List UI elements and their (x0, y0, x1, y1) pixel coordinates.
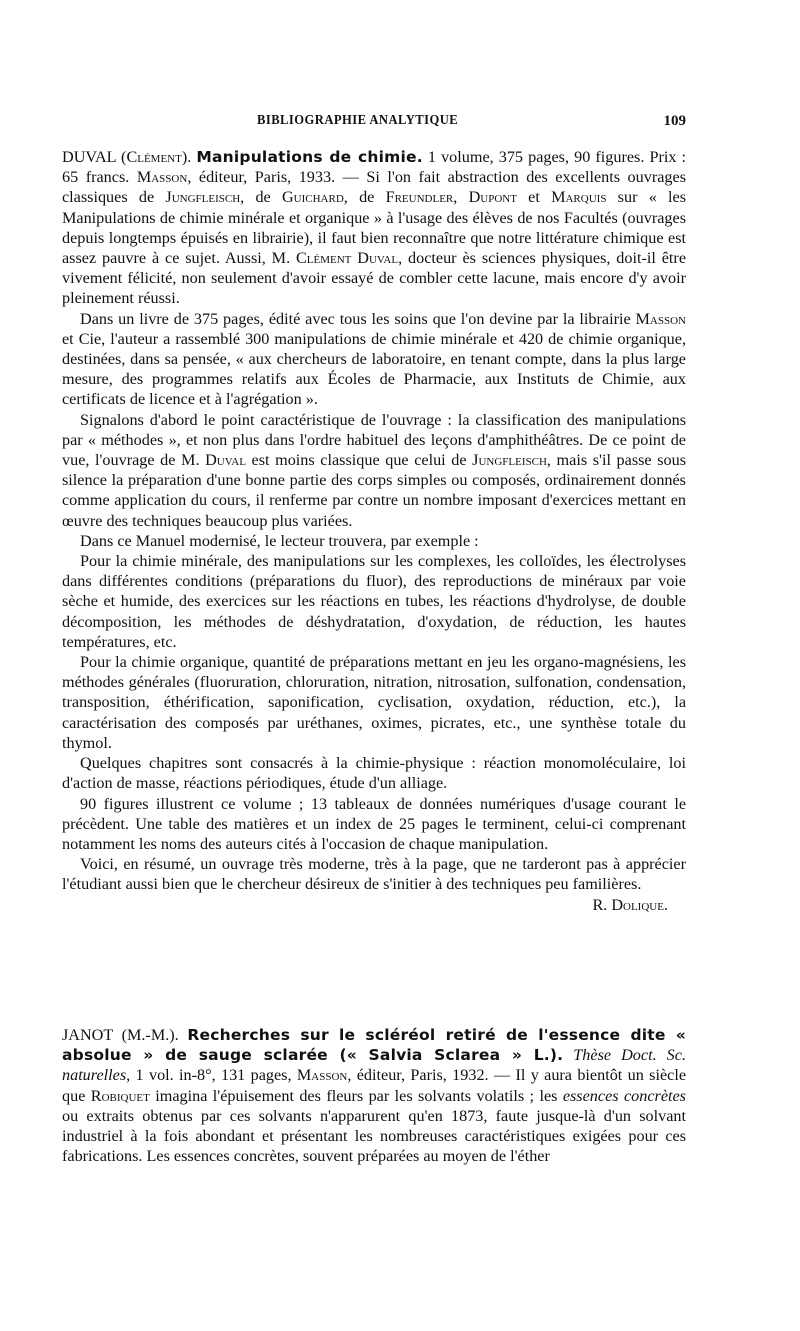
review-author-firstname: Clément (126, 148, 182, 166)
review-duval (62, 147, 686, 915)
cited-name: Marquis (551, 188, 607, 207)
review-paragraph: Dans ce Manuel modernisé, le lecteur trouvera, par exemple : (80, 531, 479, 550)
review-paragraph: Quelques chapitres sont consacrés à la chimie-physique : réaction monomoléculaire, loi d'action de masse, réactions périodiques, étude d'un alliage. (62, 754, 686, 793)
cited-name: Clément Duval (296, 249, 399, 268)
review-janot (62, 1025, 686, 1166)
cited-name: Robiquet (90, 1086, 150, 1105)
cited-name: Guichard (281, 188, 344, 207)
cited-name: Freundler (385, 188, 454, 207)
review-paragraph: Pour la chimie organique, quantité de préparations mettant en jeu les organo-magnésiens, les méthodes générales (fluoruration, chloruration, nitration, nitrosation, sulfonation, condensation, transposition, éthérification, saponification, cyclisation, oxydation, réduction, etc.), la caractérisation des composés par uréthanes, oximes, picrates, etc., une synthèse totale du thymol. (62, 653, 686, 752)
running-head (62, 113, 686, 135)
publisher-name: Masson (635, 309, 686, 328)
thesis-label: Thèse Doct. Sc. naturelles, (62, 1046, 686, 1085)
review-title: Manipulations de chimie. (196, 148, 423, 166)
publisher-name: Masson (296, 1066, 348, 1085)
cited-name: Duval (205, 451, 246, 470)
review-author: DUVAL ( (62, 148, 127, 166)
publisher-name: Masson (136, 168, 188, 187)
page-number: 109 (663, 113, 686, 129)
review-paragraph: Signalons d'abord le point caractéristique de l'ouvrage : la classification des manipulations par « méthodes », et non plus dans l'ordre habituel des leçons d'amphithéâtres. De ce point de vue, l'ouvrage de M. Duval est moins classique que celui de Jungfleisch, mais s'il passe sous silence la préparation d'une bonne partie des corps simples ou composés, ordinairement donnés comme application du cours, il renferme par contre un nombre imposant d'exercices mettant en œuvre des techniques beaucoup plus variées. (62, 410, 686, 530)
cited-name: Jungfleisch (472, 451, 547, 470)
running-head-title: BIBLIOGRAPHIE ANALYTIQUE (257, 113, 459, 128)
review-author: JANOT (M.-M.). (62, 1026, 179, 1044)
cited-name: Dupont (468, 188, 517, 207)
italic-term: essences concrètes (562, 1086, 686, 1105)
reviewer-signature: R. Dolique. (592, 895, 668, 914)
review-paragraph: DUVAL (Clément). Manipulations de chimie. 1 volume, 375 pages, 90 figures. Prix : 65 francs. Masson, éditeur, Paris, 1933. — Si l'on fait abstraction des excellents ouvrages classiques de Jungfleisch, de Guichard, de Freundler, Dupont et Marquis sur « les Manipulations de chimie minérale et organique » à l'usage des élèves de nos Facultés (ouvrages depuis longtemps épuisés en librairie), il faut bien reconnaître que notre littérature chimique est assez pauvre à ce sujet. Aussi, M. Clément Duval, docteur ès sciences physiques, doit-il être vivement félicité, non seulement d'avoir essayé de combler cette lacune, mais encore d'y avoir pleinement réussi. (62, 148, 687, 308)
review-paragraph: Voici, en résumé, un ouvrage très moderne, très à la page, que ne tarderont pas à apprécier l'étudiant aussi bien que le chercheur désireux de s'initier à des techniques peu familières. R. Dolique. (62, 855, 686, 914)
cited-name: Jungfleisch (165, 188, 241, 207)
review-paragraph: Dans un livre de 375 pages, édité avec tous les soins que l'on devine par la librairie Masson et Cie, l'auteur a rassemblé 300 manipulations de chimie minérale et 420 de chimie organique, destinées, dans sa pensée, « aux chercheurs de laboratoire, en tenant compte, dans la plus large mesure, des programmes relatifs aux Écoles de Pharmacie, aux Instituts de Chimie, aux certificats de licence et à l'agrégation ». (62, 309, 686, 409)
review-paragraph: 90 figures illustrent ce volume ; 13 tableaux de données numériques d'usage courant le précèdent. Une table des matières et un index de 25 pages le terminent, celui-ci comprenant notamment les noms des auteurs cités à l'occasion de chaque manipulation. (62, 794, 686, 853)
review-title: Recherches sur le scléréol retiré de l'essence dite « absolue » de sauge sclarée (« Salvia Sclarea » L.). (62, 1026, 686, 1065)
review-paragraph: Pour la chimie minérale, des manipulations sur les complexes, les colloïdes, les électrolyses dans différentes conditions (préparations du fluor), des reproductions de minéraux par voie sèche et humide, des exercices sur les réactions en tubes, les réactions d'hydrolyse, de double décomposition, les méthodes de déshydratation, d'oxydation, de réduction, les hautes températures, etc. (62, 552, 686, 651)
review-paragraph: JANOT (M.-M.). Recherches sur le scléréol retiré de l'essence dite « absolue » de sauge sclarée (« Salvia Sclarea » L.). Thèse Doct. Sc. naturelles, 1 vol. in-8°, 131 pages, Masson, éditeur, Paris, 1932. — Il y aura bientôt un siècle que Robiquet imagina l'épuisement des fleurs par les solvants volatils ; les essences concrètes ou extraits obtenus par ces solvants n'apparurent qu'en 1873, faute jusque-là d'un solvant industriel à la fois abondant et présentant les nombreuses caractéristiques exigées pour ces fabrications. Les essences concrètes, souvent préparées au moyen de l'éther (62, 1026, 687, 1166)
